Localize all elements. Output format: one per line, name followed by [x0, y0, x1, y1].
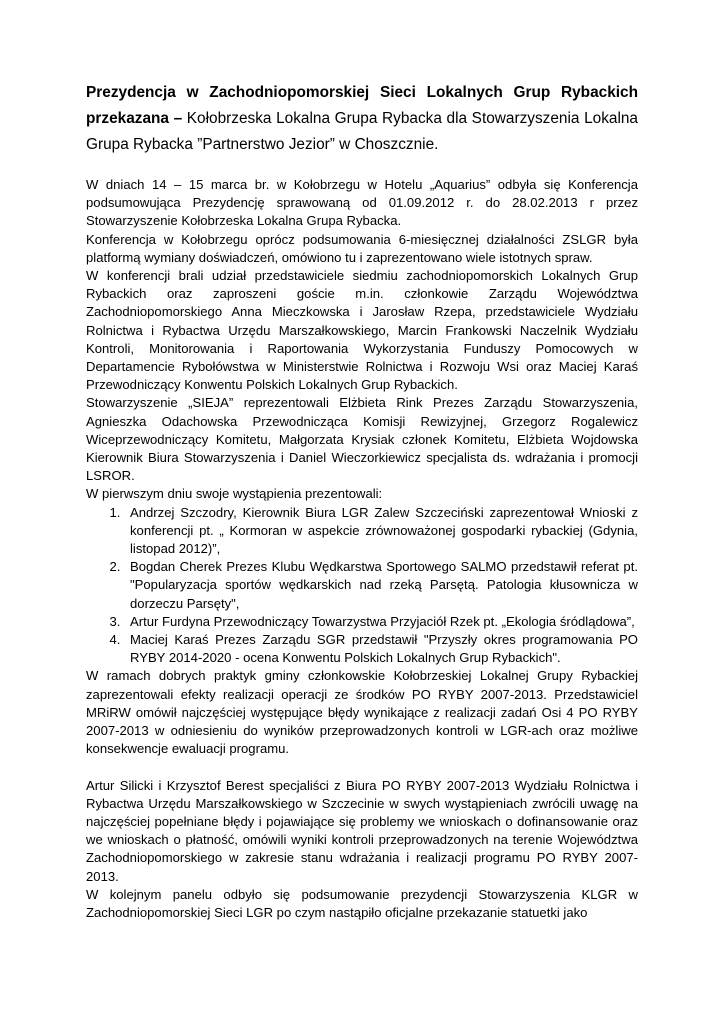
list-item: 2. Bogdan Cherek Prezes Klubu Wędkarstwa Sportowego SALMO przedstawił referat pt. "Popularyzacja sportów wędkarskich nad rzeką Parsętą. Patologia kłusownicza w dorzeczu Parsęty", — [124, 558, 638, 613]
list-item: 4. Maciej Karaś Prezes Zarządu SGR przedstawił "Przyszły okres programowania PO RYBY 2014-2020 - ocena Konwentu Polskich Lokalnych Grup Rybackich". — [124, 631, 638, 667]
document-title — [86, 80, 638, 158]
list-item: 1. Andrzej Szczodry, Kierownik Biura LGR Zalew Szczeciński zaprezentował Wnioski z konferencji pt. „ Kormoran w aspekcie zrównoważonej gospodarki rybackiej (Gdynia, listopad 2012)”, — [124, 504, 638, 559]
paragraph: Artur Silicki i Krzysztof Berest specjaliści z Biura PO RYBY 2007-2013 Wydziału Rolnictwa i Rybactwa Urzędu Marszałkowskiego w Szczecinie w swych wystąpieniach zwrócili uwagę na najczęściej popełniane błędy i pojawiające się problemy we wnioskach o dofinansowanie oraz we wnioskach o płatność, omówili wyniki kontroli przeprowadzonych na terenie Województwa Zachodniopomorskiego w zakresie stanu wdrażania i realizacji programu PO RYBY 2007-2013. — [86, 777, 638, 884]
paragraph: Stowarzyszenie „SIEJA” reprezentowali Elżbieta Rink Prezes Zarządu Stowarzyszenia, Agnieszka Odachowska Przewodnicząca Komisji Rewizyjnej, Grzegorz Rogalewicz Wiceprzewodniczący Komitetu, Małgorzata Krysiak członek Komitetu, Elżbieta Wojdowska Kierownik Biura Stowarzyszenia i Daniel Wieczorkiewicz specjalista ds. wdrażania i promocji LSROR. — [86, 395, 638, 484]
title-rest: Kołobrzeska Lokalna Grupa Rybacka dla Stowarzyszenia Lokalna Grupa Rybacka ”Partnerstwo Jezior” w Choszcznie. — [86, 110, 638, 153]
list-item: 3. Artur Furdyna Przewodniczący Towarzystwa Przyjaciół Rzek pt. „Ekologia śródlądowa”, — [124, 613, 638, 631]
paragraph: Konferencja w Kołobrzegu oprócz podsumowania 6-miesięcznej działalności ZSLGR była platformą wymiany doświadczeń, omówiono tu i zaprezentowano wiele istotnych spraw. — [86, 231, 638, 265]
title-bold: Prezydencja w Zachodniopomorskiej Sieci Lokalnych Grup Rybackich przekazana – — [86, 84, 638, 127]
paragraph: W pierwszym dniu swoje wystąpienia prezentowali: — [86, 486, 383, 502]
paragraph: W ramach dobrych praktyk gminy członkowskie Kołobrzeskiej Lokalnej Grupy Rybackiej zaprezentowali efekty realizacji operacji ze środków PO RYBY 2007-2013. Przedstawiciel MRiRW omówił najczęściej występujące błędy wynikające z realizacji zadań Osi 4 PO RYBY 2007-2013 w odniesieniu do wyników przeprowadzonych kontroli w LGR-ach oraz możliwe konsekwencje ewaluacji programu. — [86, 668, 638, 757]
document-body — [86, 176, 638, 922]
paragraph: W kolejnym panelu odbyło się podsumowanie prezydencji Stowarzyszenia KLGR w Zachodniopomorskiej Sieci LGR po czym nastąpiło oficjalne przekazanie statuetki jako — [86, 886, 638, 920]
paragraph: W konferencji brali udział przedstawiciele siedmiu zachodniopomorskich Lokalnych Grup Rybackich oraz zaproszeni goście m.in. członkowie Zarządu Województwa Zachodniopomorskiego Anna Mieczkowska i Jarosław Rzepa, przedstawiciele Wydziału Rolnictwa i Rybactwa Urzędu Marszałkowskiego, Marcin Frankowski Naczelnik Wydziału Kontroli, Monitorowania i Raportowania Wykorzystania Funduszy Pomocowych w Departamencie Rybołówstwa w Ministerstwie Rolnictwa i Rozwoju Wsi oraz Maciej Karaś Przewodniczący Konwentu Polskich Lokalnych Grup Rybackich. — [86, 268, 638, 393]
speaker-list — [86, 504, 638, 668]
paragraph: W dniach 14 – 15 marca br. w Kołobrzegu w Hotelu „Aquarius” odbyła się Konferencja podsumowująca Prezydencję sprawowaną od 01.09.2012 r. do 28.02.2013 r przez Stowarzyszenie Kołobrzeska Lokalna Grupa Rybacka. — [86, 177, 638, 229]
